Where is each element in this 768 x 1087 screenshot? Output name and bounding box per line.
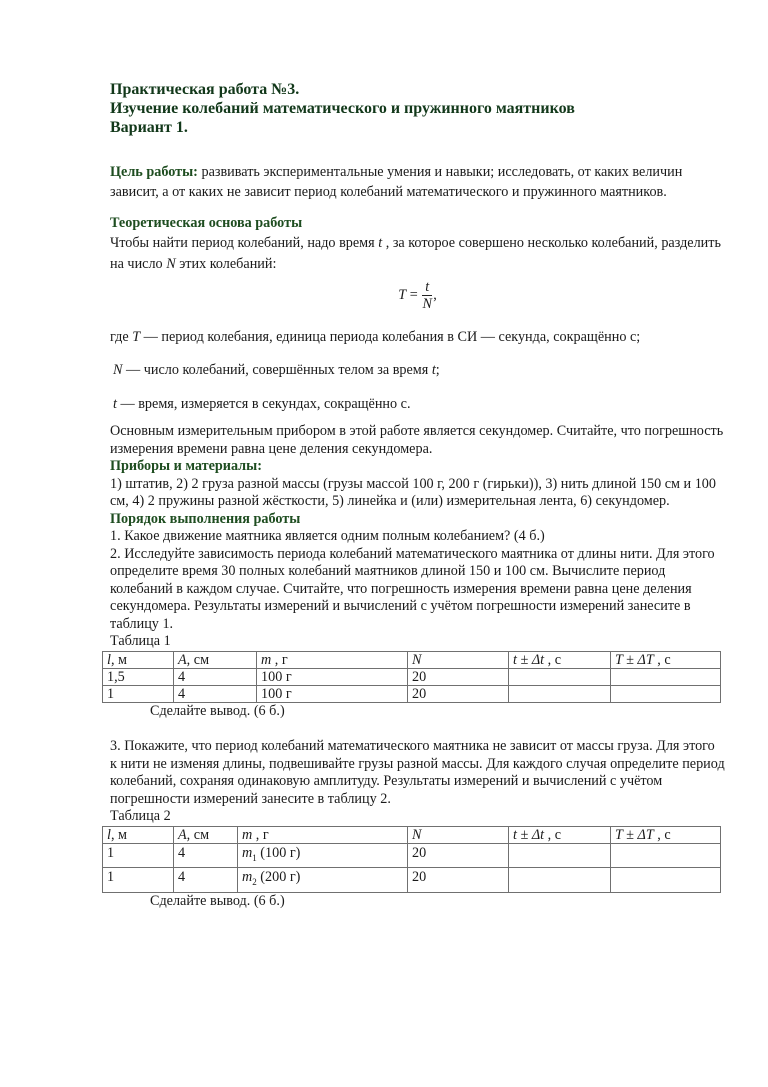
- theory-heading: Теоретическая основа работы: [110, 215, 303, 231]
- goal-paragraph: [110, 162, 725, 202]
- cell-T-empty[interactable]: [611, 668, 721, 685]
- header-A: A, см: [174, 826, 238, 843]
- table-row: [103, 668, 721, 685]
- table-header-row: [103, 651, 721, 668]
- fraction: $\frac{t}{N}$: [422, 278, 432, 312]
- header-A: A, см: [174, 651, 257, 668]
- procedure-step-1: 1. Какое движение маятника является одним полным колебанием? (4 б.): [110, 528, 545, 544]
- document-page: [107, 80, 725, 911]
- title-line-2: Изучение колебаний математического и пружинного маятников: [110, 100, 575, 117]
- header-l: l, м: [103, 826, 174, 843]
- cell-A: 4: [174, 668, 257, 685]
- table-2: [102, 826, 721, 894]
- theory-intro: Чтобы найти период колебаний, надо время t , за которое совершено несколько колебаний, разделить на число N этих колебаний:: [110, 234, 721, 272]
- period-formula: T = $\frac{t}{N}$ ,: [398, 278, 437, 312]
- table-row: [103, 868, 721, 893]
- cell-T-empty[interactable]: [611, 868, 721, 893]
- goal-text: развивать экспериментальные умения и навыки; исследовать, от каких величин зависит, а от каких не зависит период колебаний математического и пружинного маятников.: [110, 164, 683, 200]
- cell-T-empty[interactable]: [611, 685, 721, 702]
- cell-A: 4: [174, 685, 257, 702]
- title-line-3: Вариант 1.: [110, 119, 188, 136]
- table-header-row: [103, 826, 721, 843]
- table1-caption: Таблица 1: [110, 633, 171, 649]
- materials-heading: Приборы и материалы:: [110, 458, 262, 474]
- cell-T-empty[interactable]: [611, 843, 721, 868]
- procedure-step-3: 3. Покажите, что период колебаний математического маятника не зависит от массы груза. Для этого к нити не изменяя длины, подвешивайте грузы разной массы. Для каждого случая определите период колебаний, сохраняя одинаковую амплитуду. Результаты измерений и вычислений с учётом погрешности измерений занесите в таблицу 2.: [110, 738, 725, 807]
- var-N: N: [166, 255, 176, 272]
- goal-label: Цель работы:: [110, 164, 198, 180]
- cell-l: 1: [103, 685, 174, 702]
- header-m: m , г: [238, 826, 408, 843]
- definition-N: N — число колебаний, совершённых телом за время t;: [113, 362, 440, 378]
- cell-N: 20: [408, 685, 509, 702]
- header-T: T ± ΔT , с: [611, 651, 721, 668]
- table1-conclusion: Сделайте вывод. (6 б.): [150, 702, 285, 719]
- header-N: N: [408, 651, 509, 668]
- cell-l: 1: [103, 843, 174, 868]
- cell-A: 4: [174, 868, 238, 893]
- cell-A: 4: [174, 843, 238, 868]
- cell-m: $m_1$ (100 г): [238, 843, 408, 868]
- procedure-step-2: 2. Исследуйте зависимость периода колебаний математического маятника от длины нити. Для этого определите время 30 полных колебаний маятников длиной 150 и 100 см. Вычислите период колебаний в каждом случае. Считайте, что погрешность измерения времени равна цене деления секундомера. Результаты измерений и вычислений с учётом погрешности измерений занесите в таблицу 1.: [110, 545, 715, 632]
- definition-t: t — время, измеряется в секундах, сокращённо с.: [113, 395, 411, 412]
- title-line-1: Практическая работа №3.: [110, 81, 300, 98]
- document-title: [110, 80, 725, 137]
- cell-l: 1,5: [103, 668, 174, 685]
- cell-N: 20: [408, 668, 509, 685]
- procedure-heading: Порядок выполнения работы: [110, 510, 301, 527]
- header-m: m , г: [257, 651, 408, 668]
- definition-T: где T — период колебания, единица периода колебания в СИ — секунда, сокращённо с;: [110, 328, 641, 345]
- table-row: [103, 685, 721, 702]
- materials-list: 1) штатив, 2) 2 груза разной массы (грузы массой 100 г, 200 г (гирьки)), 3) нить длиной 150 см и 100 см, 4) 2 пружины разной жёсткости, 5) линейка и (или) измерительная лента, 6) секундомер.: [110, 475, 716, 509]
- cell-N: 20: [408, 868, 509, 893]
- table-1: [102, 651, 721, 703]
- table2-caption: Таблица 2: [110, 808, 171, 824]
- header-T: T ± ΔT , с: [611, 826, 721, 843]
- cell-m: 100 г: [257, 668, 408, 685]
- cell-m: 100 г: [257, 685, 408, 702]
- instrument-note: Основным измерительным прибором в этой работе является секундомер. Считайте, что погрешность измерения времени равна цене деления секундомера.: [110, 423, 724, 457]
- table-row: [103, 843, 721, 868]
- cell-t-empty[interactable]: [509, 843, 611, 868]
- header-l: l, м: [103, 651, 174, 668]
- cell-l: 1: [103, 868, 174, 893]
- cell-t-empty[interactable]: [509, 685, 611, 702]
- header-N: N: [408, 826, 509, 843]
- cell-t-empty[interactable]: [509, 668, 611, 685]
- table2-conclusion: Сделайте вывод. (6 б.): [150, 893, 285, 910]
- cell-m: $m_2$ (200 г): [238, 868, 408, 893]
- var-t: t: [378, 234, 383, 251]
- cell-t-empty[interactable]: [509, 868, 611, 893]
- header-t: t ± Δt , с: [509, 651, 611, 668]
- cell-N: 20: [408, 843, 509, 868]
- header-t: t ± Δt , с: [509, 826, 611, 843]
